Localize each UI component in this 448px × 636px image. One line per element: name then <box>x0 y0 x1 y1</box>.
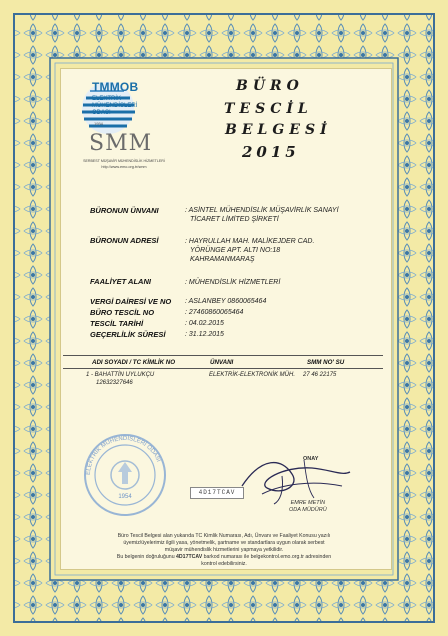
seal-ring-text: ELEKTRİK MÜHENDİSLERİ ODASI <box>85 435 162 476</box>
gecerlilik-value: : 31.12.2015 <box>185 331 224 338</box>
smm-subtitle: SERBEST MÜŞAVİR MÜHENDİSLİK HİZMETLERİ <box>83 159 165 163</box>
adres-value-3: KAHRAMANMARAŞ <box>190 256 255 263</box>
col-header-unvan: ÜNVANI <box>210 359 234 366</box>
vergi-value: : ASLANBEY 0860065464 <box>185 298 267 305</box>
adres-value-1: : HAYRULLAH MAH. MALİKEJDER CAD. <box>185 238 315 245</box>
signatory-block <box>289 500 327 514</box>
tescil-tarihi-value: : 04.02.2015 <box>185 320 224 327</box>
signatory-name: EMRE METİN <box>290 500 326 506</box>
footer-line-4-pre: Bu belgenin doğruluğunu <box>116 554 175 560</box>
footer-barcode-code: 4D17TCAV <box>176 554 203 560</box>
org-line-1: ELEKTRİK <box>92 96 122 102</box>
col-header-smm-no: SMM NO' SU <box>307 359 345 366</box>
footer-line-3: müşavir mühendislik hizmetlerini yapmaya yetkilidir. <box>164 547 284 553</box>
title-year: 2015 <box>242 143 300 161</box>
row-tc: 12632327646 <box>96 380 133 386</box>
table-header-rule <box>63 368 383 369</box>
tescil-no-label: BÜRO TESCİL NO <box>90 308 155 317</box>
footer-line-4-post: barkod numarası ile belgekontrol.emo.org.tr adresinden <box>203 554 332 560</box>
title-line-2: TESCİL <box>224 101 313 117</box>
adres-label: BÜRONUN ADRESİ <box>90 236 159 245</box>
col-header-name: ADI SOYADI / TC KİMLİK NO <box>92 359 176 366</box>
footer-line-4 <box>78 554 370 561</box>
adres-value-2: YÖRÜNGE APT. ALTI NO:18 <box>190 247 281 254</box>
footer-line-2: üyemiz/üyelerimiz ilgili yasa, yönetmelik, şartname ve standartlara uygun olarak serbest <box>123 540 325 546</box>
title-line-1: BÜRO <box>236 78 304 94</box>
seal-year: 1954 <box>118 494 132 500</box>
unvan-label: BÜRONUN ÜNVANI <box>90 206 159 215</box>
org-line-2: MÜHENDİSLERİ <box>92 103 138 109</box>
table-top-rule <box>63 355 383 356</box>
vergi-label: VERGİ DAİRESİ VE NO <box>90 297 172 306</box>
footer-line-5: kontrol edebilirsiniz. <box>201 561 247 567</box>
signatory-title: ODA MÜDÜRÜ <box>289 507 327 513</box>
unvan-value-2: TİCARET LİMİTED ŞİRKETİ <box>190 216 279 223</box>
gecerlilik-label: GEÇERLİLİK SÜRESİ <box>90 330 166 339</box>
title-line-3: BELGESİ <box>225 122 332 138</box>
approval-label: ONAY <box>303 456 319 462</box>
official-seal-stamp <box>82 432 168 518</box>
tescil-tarihi-label: TESCİL TARİHİ <box>90 319 144 328</box>
smm-brand: SMM <box>89 131 153 156</box>
faaliyet-label: FAALİYET ALANI <box>90 277 151 286</box>
row-unvan: ELEKTRİK-ELEKTRONİK MÜH. <box>209 372 296 378</box>
smm-url: http://www.emo.org.tr/smm <box>101 165 147 169</box>
tescil-no-value: : 27460860065464 <box>185 309 244 316</box>
org-name: TMMOB <box>92 80 139 94</box>
row-smm-no: 27 46 22175 <box>303 372 337 378</box>
faaliyet-value: : MÜHENDİSLİK HİZMETLERİ <box>185 279 281 286</box>
handwritten-signature <box>222 446 362 506</box>
footer-text <box>78 533 370 568</box>
footer-line-1: Büro Tescil Belgesi alan yukarıda TC Kimlik Numarası, Adı, Ünvanı ve Faaliyet Konusu yazılı <box>117 533 331 539</box>
row-name: 1 - BAHATTİN UYLUKÇU <box>86 372 155 378</box>
org-line-3: ODASI <box>92 110 111 116</box>
unvan-value-1: : ASİNTEL MÜHENDİSLİK MÜŞAVİRLİK SANAYİ <box>185 207 339 214</box>
founding-year: 1954 <box>94 121 103 126</box>
barcode-number: 4D17TCAV <box>190 487 244 499</box>
